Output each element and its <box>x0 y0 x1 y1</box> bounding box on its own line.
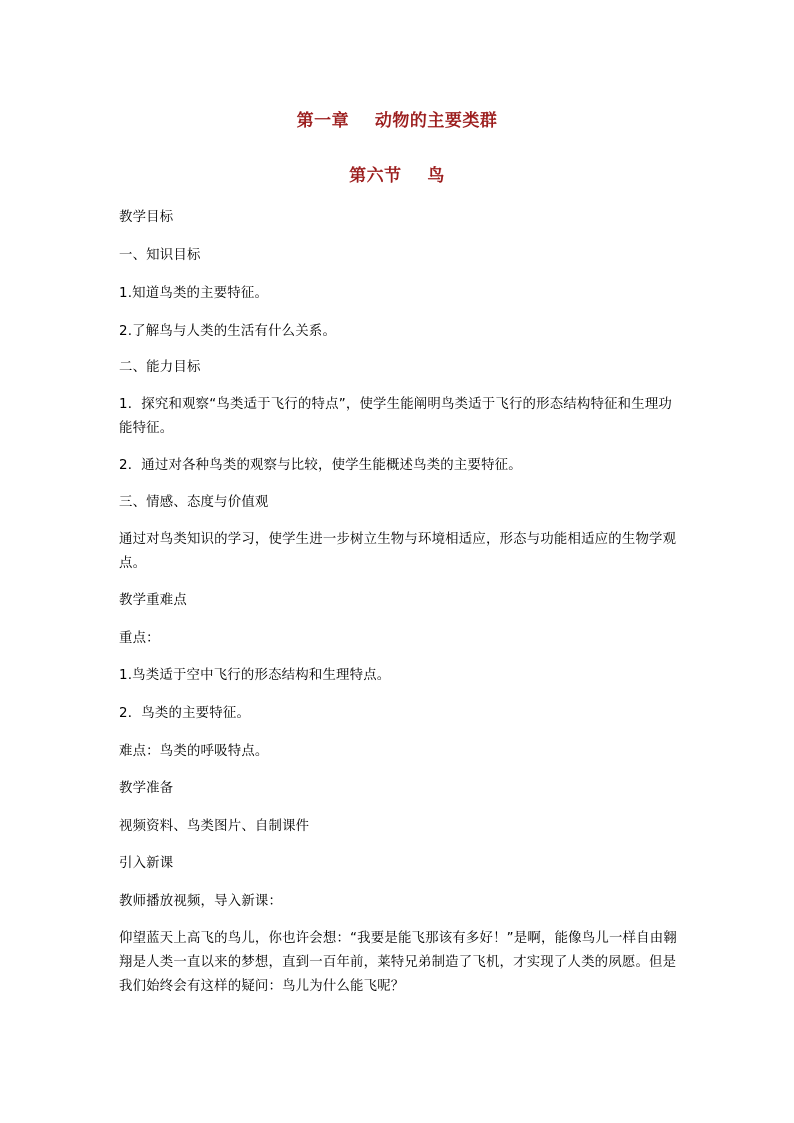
heading-ability-goals: 二、能力目标 <box>119 360 201 375</box>
heading-teaching-goals: 教学目标 <box>119 210 174 225</box>
ability-goal-item: 2．通过对各种鸟类的观察与比较，使学生能概述鸟类的主要特征。 <box>119 458 522 473</box>
ability-goal-item: 1．探究和观察“鸟类适于飞行的特点”，使学生能阐明鸟类适于飞行的形态结构特征和生理功能特征。 <box>119 397 673 436</box>
key-point-item: 1.鸟类适于空中飞行的形态结构和生理特点。 <box>119 668 391 683</box>
intro-paragraph: 仰望蓝天上高飞的鸟儿，你也许会想：“我要是能飞那该有多好！”是啊，能像鸟儿一样自由翱翔是人类一直以来的梦想，直到一百年前，莱特兄弟制造了飞机，才实现了人类的夙愿。但是我们始终会有这样的疑问：鸟儿为什么能飞呢？ <box>119 931 677 994</box>
section-title: 第六节 鸟 <box>349 166 445 186</box>
chapter-title: 第一章 动物的主要类群 <box>296 111 498 131</box>
heading-values-goals: 三、情感、态度与价值观 <box>119 495 269 510</box>
heading-knowledge-goals: 一、知识目标 <box>119 248 201 263</box>
values-goal-paragraph: 通过对鸟类知识的学习，使学生进一步树立生物与环境相适应，形态与功能相适应的生物学观点。 <box>119 532 677 571</box>
teaching-prep-materials: 视频资料、鸟类图片、自制课件 <box>119 819 310 834</box>
key-points-label: 重点： <box>119 631 160 646</box>
intro-instruction: 教师播放视频，导入新课： <box>119 894 283 909</box>
heading-introduce-lesson: 引入新课 <box>119 856 174 871</box>
key-point-item: 2．鸟类的主要特征。 <box>119 706 251 721</box>
knowledge-goal-item: 1.知道鸟类的主要特征。 <box>119 286 269 301</box>
heading-key-difficult-points: 教学重难点 <box>119 593 187 608</box>
difficult-point: 难点：鸟类的呼吸特点。 <box>119 744 269 759</box>
heading-teaching-prep: 教学准备 <box>119 781 174 796</box>
knowledge-goal-item: 2.了解鸟与人类的生活有什么关系。 <box>119 324 337 339</box>
